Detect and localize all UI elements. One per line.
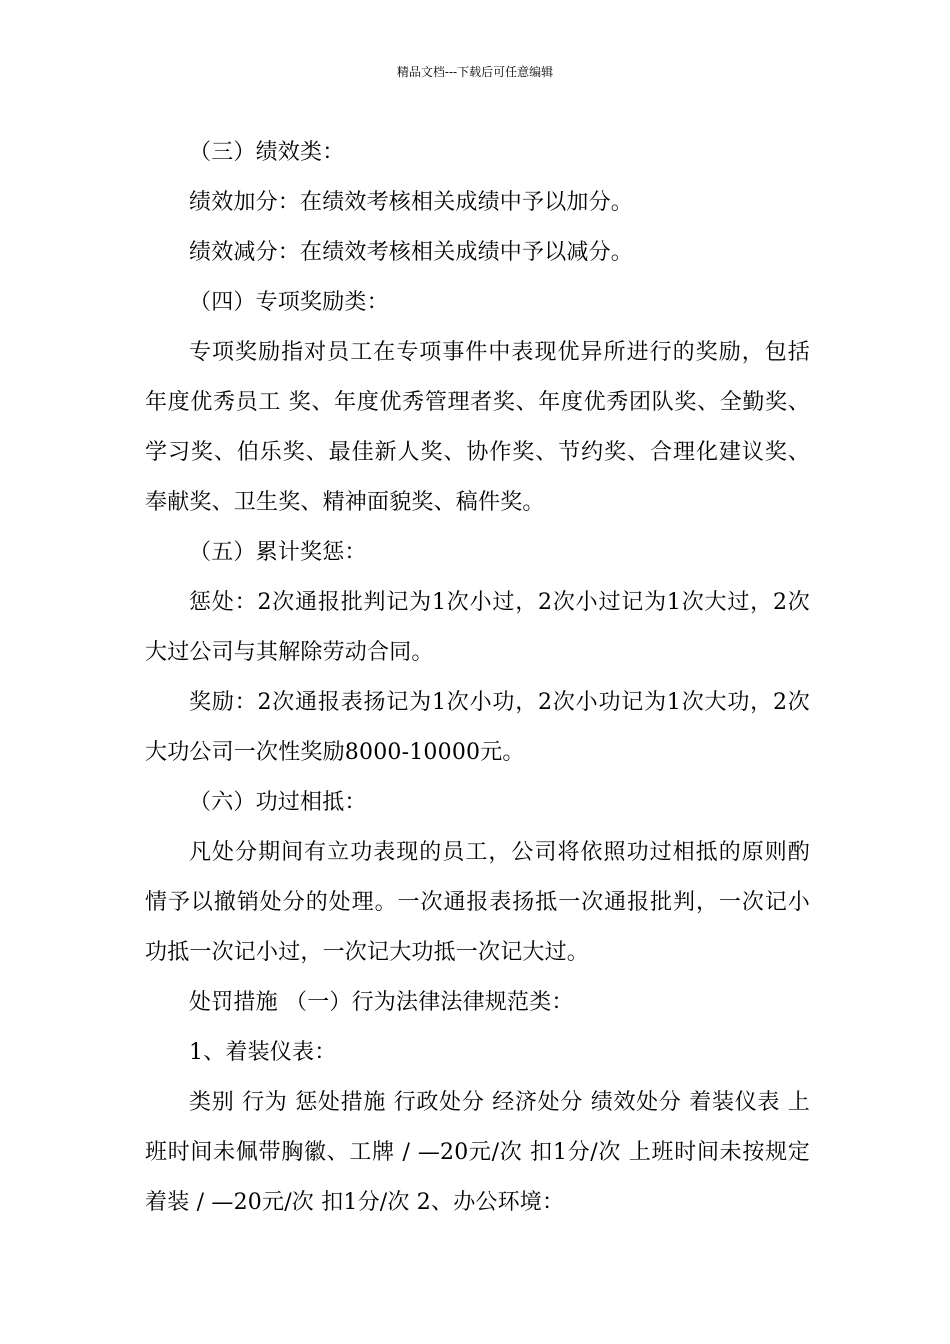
paragraph-punishment: 惩处：2次通报批判记为1次小过，2次小过记为1次大过，2次大过公司与其解除劳动合同。 xyxy=(145,590,810,665)
paragraph-performance-deduction: 绩效减分：在绩效考核相关成绩中予以减分。 xyxy=(189,240,634,265)
section-heading-cumulative: （五）累计奖惩： xyxy=(189,540,367,565)
paragraph-dress-table: 类别 行为 惩处措施 行政处分 经济处分 绩效处分 着装仪表 上班时间未佩带胸徽、工牌 / —20元/次 扣1分/次 上班时间未按规定着装 / —20元/次 扣1分/次 2、办公环境： xyxy=(145,1090,810,1215)
paragraph-offset: 凡处分期间有立功表现的员工，公司将依照功过相抵的原则酌情予以撤销处分的处理。一次通报表扬抵一次通报批判，一次记小功抵一次记小过，一次记大功抵一次记大过。 xyxy=(145,840,810,965)
page-header: 精品文档---下载后可任意编辑 xyxy=(396,65,554,79)
paragraph-performance-bonus: 绩效加分：在绩效考核相关成绩中予以加分。 xyxy=(189,190,634,215)
section-heading-special-awards: （四）专项奖励类： xyxy=(189,290,389,315)
section-heading-performance: （三）绩效类： xyxy=(189,140,345,165)
paragraph-reward: 奖励：2次通报表扬记为1次小功，2次小功记为1次大功，2次大功公司一次性奖励8000-10000元。 xyxy=(145,690,810,765)
document-body xyxy=(145,128,810,1228)
paragraph-special-awards: 专项奖励指对员工在专项事件中表现优异所进行的奖励，包括年度优秀员工 奖、年度优秀管理者奖、年度优秀团队奖、全勤奖、学习奖、伯乐奖、最佳新人奖、协作奖、节约奖、合理化建议奖、奉献奖、卫生奖、精神面貌奖、稿件奖。 xyxy=(145,340,810,515)
subsection-heading-dress: 1、着装仪表： xyxy=(189,1040,337,1065)
section-heading-offset: （六）功过相抵： xyxy=(189,790,367,815)
section-heading-penalty-measures: 处罚措施 （一）行为法律法律规范类： xyxy=(189,990,574,1015)
